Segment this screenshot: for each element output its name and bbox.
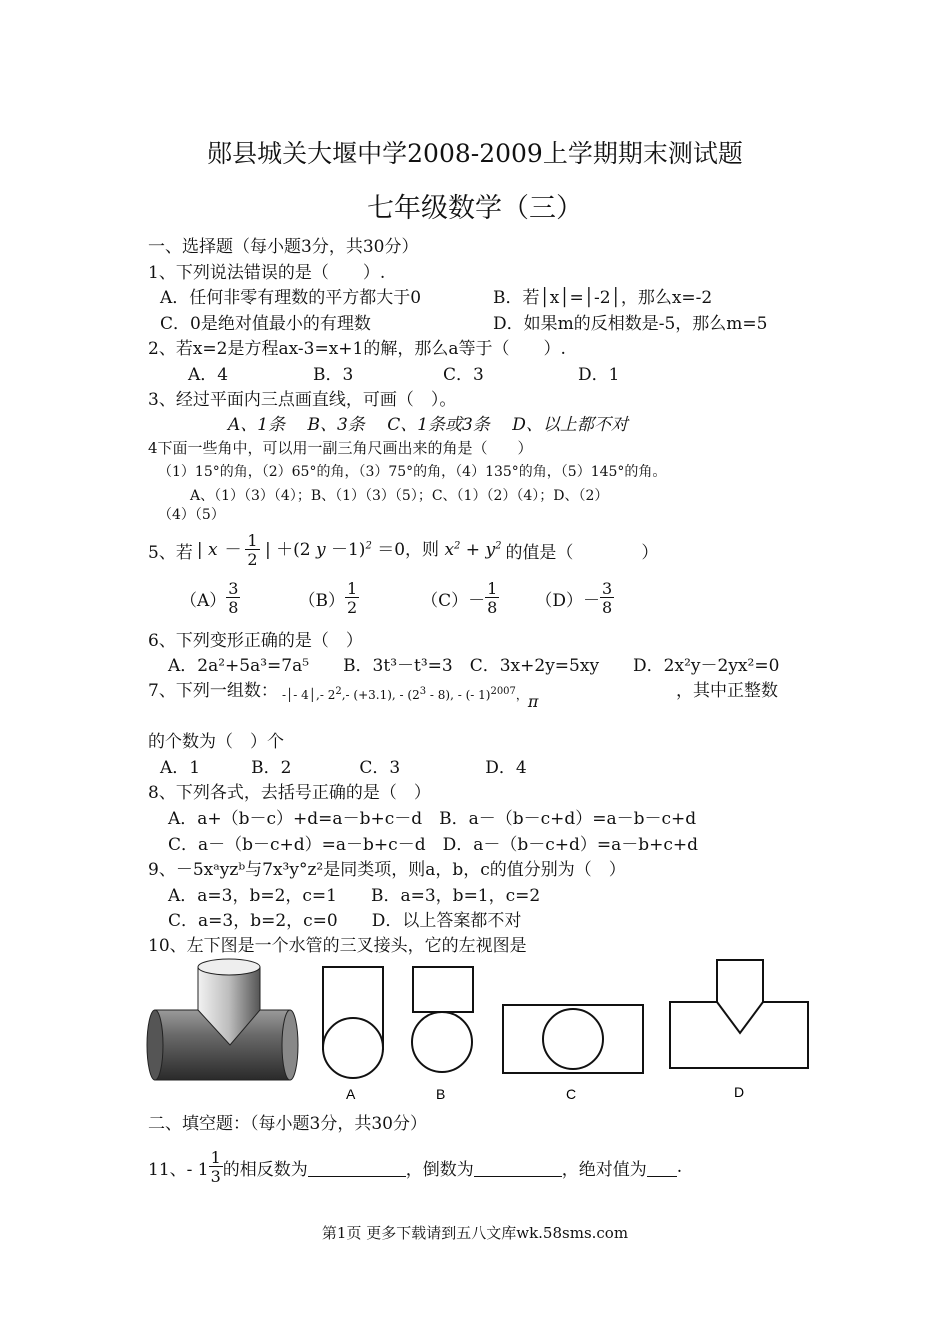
q11-answer-reciprocal-blank[interactable] [474,1158,562,1177]
q11-answer-absolute-blank[interactable] [647,1158,677,1177]
section1-heading: 一、选择题（每小题3分，共30分） [148,237,419,257]
q11-text-opposite: 的相反数为 [222,1159,308,1180]
option-d-label: D [734,1084,745,1100]
q5-option-d: （D）－ $\frac{3}{8}$ [535,578,613,617]
q4-options-line2: （4）（5） [158,507,225,523]
option-c-label: C [566,1086,577,1102]
q4-items: （1）15°的角，（2）65°的角，（3）75°的角，（4）135°的角，（5）145°的角。 [158,464,667,480]
q7-number-list: -│- 4│,- $2^2,-$ (+3.1), - $(2^3 - 8)$, - (- 1)$^{2007}$，π [282,686,539,711]
q1-option-d: D．如果m的反相数是-5，那么m=5 [493,314,768,334]
q9-options-line1: A．a=3，b=2，c=1 B．a=3，b=1，c=2 [168,886,541,906]
option-a-label: A [346,1086,356,1102]
q9-stem: 9、－5xᵃyzᵇ与7x³y°z²是同类项，则a，b，c的值分别为（ ） [148,860,626,880]
q7-line2: 的个数为（ ）个 [148,732,284,752]
q11-prefix: 11、- 1 [148,1159,209,1180]
page-title: 郧县城关大堰中学2008-2009上学期期末测试题 [207,139,743,168]
q11-line [148,1144,682,1190]
q5-expression: | x － $\frac{1}{2}$ | ＋(2 y －1)$^2$ ＝0，则 $x^2 + y^2$ [196,530,502,569]
q11-text-absolute: ，绝对值为 [561,1159,647,1180]
q1-option-b: B．若│x│=│-2│，那么x=-2 [493,288,713,308]
page-footer: 第1页 更多下载请到五八文库wk.58sms.com [321,1224,629,1242]
q5-stem [148,528,658,572]
q3-stem: 3、经过平面内三点画直线，可画（ ）。 [148,390,457,410]
q2-option-d: D．1 [578,365,620,385]
q5-options [180,576,614,620]
q2-option-a: A．4 [188,365,229,385]
section2-heading: 二、填空题：（每小题3分，共30分） [148,1114,427,1134]
q4-options-line1: A、（1）（3）（4）；B、（1）（3）（5）；C、（1）（2）（4）；D、（2） [190,488,609,504]
q11-text-reciprocal: ，倒数为 [405,1159,474,1180]
q8-options-line1: A．a+（b－c）+d=a－b+c－d B．a－（b－c+d）=a－b－c+d [168,809,697,829]
q7-stem: 7、下列一组数： [148,681,278,701]
q11-answer-opposite-blank[interactable] [308,1158,406,1177]
q3-options: A、1条 B、3条 C、1条或3条 D、以上都不对 [228,415,628,435]
q9-options-line2: C．a=3，b=2，c=0 D．以上答案都不对 [168,911,522,931]
q5-half-fraction: $\frac{1}{2}$ [247,530,258,569]
q8-options-line2: C．a－（b－c+d）=a－b+c－d D．a－（b－c+d）=a－b+c+d [168,835,699,855]
q2-option-c: C．3 [443,365,484,385]
option-d-figure [670,960,808,1068]
q1-option-c: C．0是绝对值最小的有理数 [160,314,371,334]
q5-suffix: 的值是（ ） [505,542,659,563]
q7-options: A．1 B．2 C．3 D．4 [160,758,527,778]
page-subtitle: 七年级数学（三） [367,193,583,224]
option-b-figure [412,967,473,1072]
option-b-label: B [436,1086,446,1102]
q6-stem: 6、下列变形正确的是（ ） [148,631,363,651]
q5-prefix: 5、若 [148,542,193,563]
q1-option-a: A．任何非零有理数的平方都大于0 [160,288,422,308]
q11-fraction: $\frac{1}{3}$ [210,1147,221,1186]
q2-stem: 2、若x=2是方程ax-3=x+1的解，那么a等于（ ）. [148,339,566,359]
q6-options: A．2a²+5a³=7a⁵ B．3t³－t³=3 C．3x+2y=5xy D．2x²y－2yx²=0 [168,656,780,676]
pipe-joint-image [147,959,298,1080]
q11-end: . [676,1157,683,1177]
q2-option-b: B．3 [313,365,354,385]
q7-tail: ，其中正整数 [676,681,778,701]
option-a-figure [323,967,383,1078]
q5-option-c: （C）－ $\frac{1}{8}$ [421,578,498,617]
q5-option-b: （B） $\frac{1}{2}$ [298,578,358,617]
q8-stem: 8、下列各式，去括号正确的是（ ） [148,783,431,803]
option-c-figure [503,1005,643,1073]
q4-stem: 4下面一些角中，可以用一副三角尺画出来的角是（ ） [148,439,533,457]
q5-option-a: （A） $\frac{3}{8}$ [180,578,239,617]
q10-stem: 10、左下图是一个水管的三叉接头，它的左视图是 [148,936,527,956]
q10-figures [140,955,820,1105]
q1-stem: 1、下列说法错误的是（ ）. [148,263,386,283]
